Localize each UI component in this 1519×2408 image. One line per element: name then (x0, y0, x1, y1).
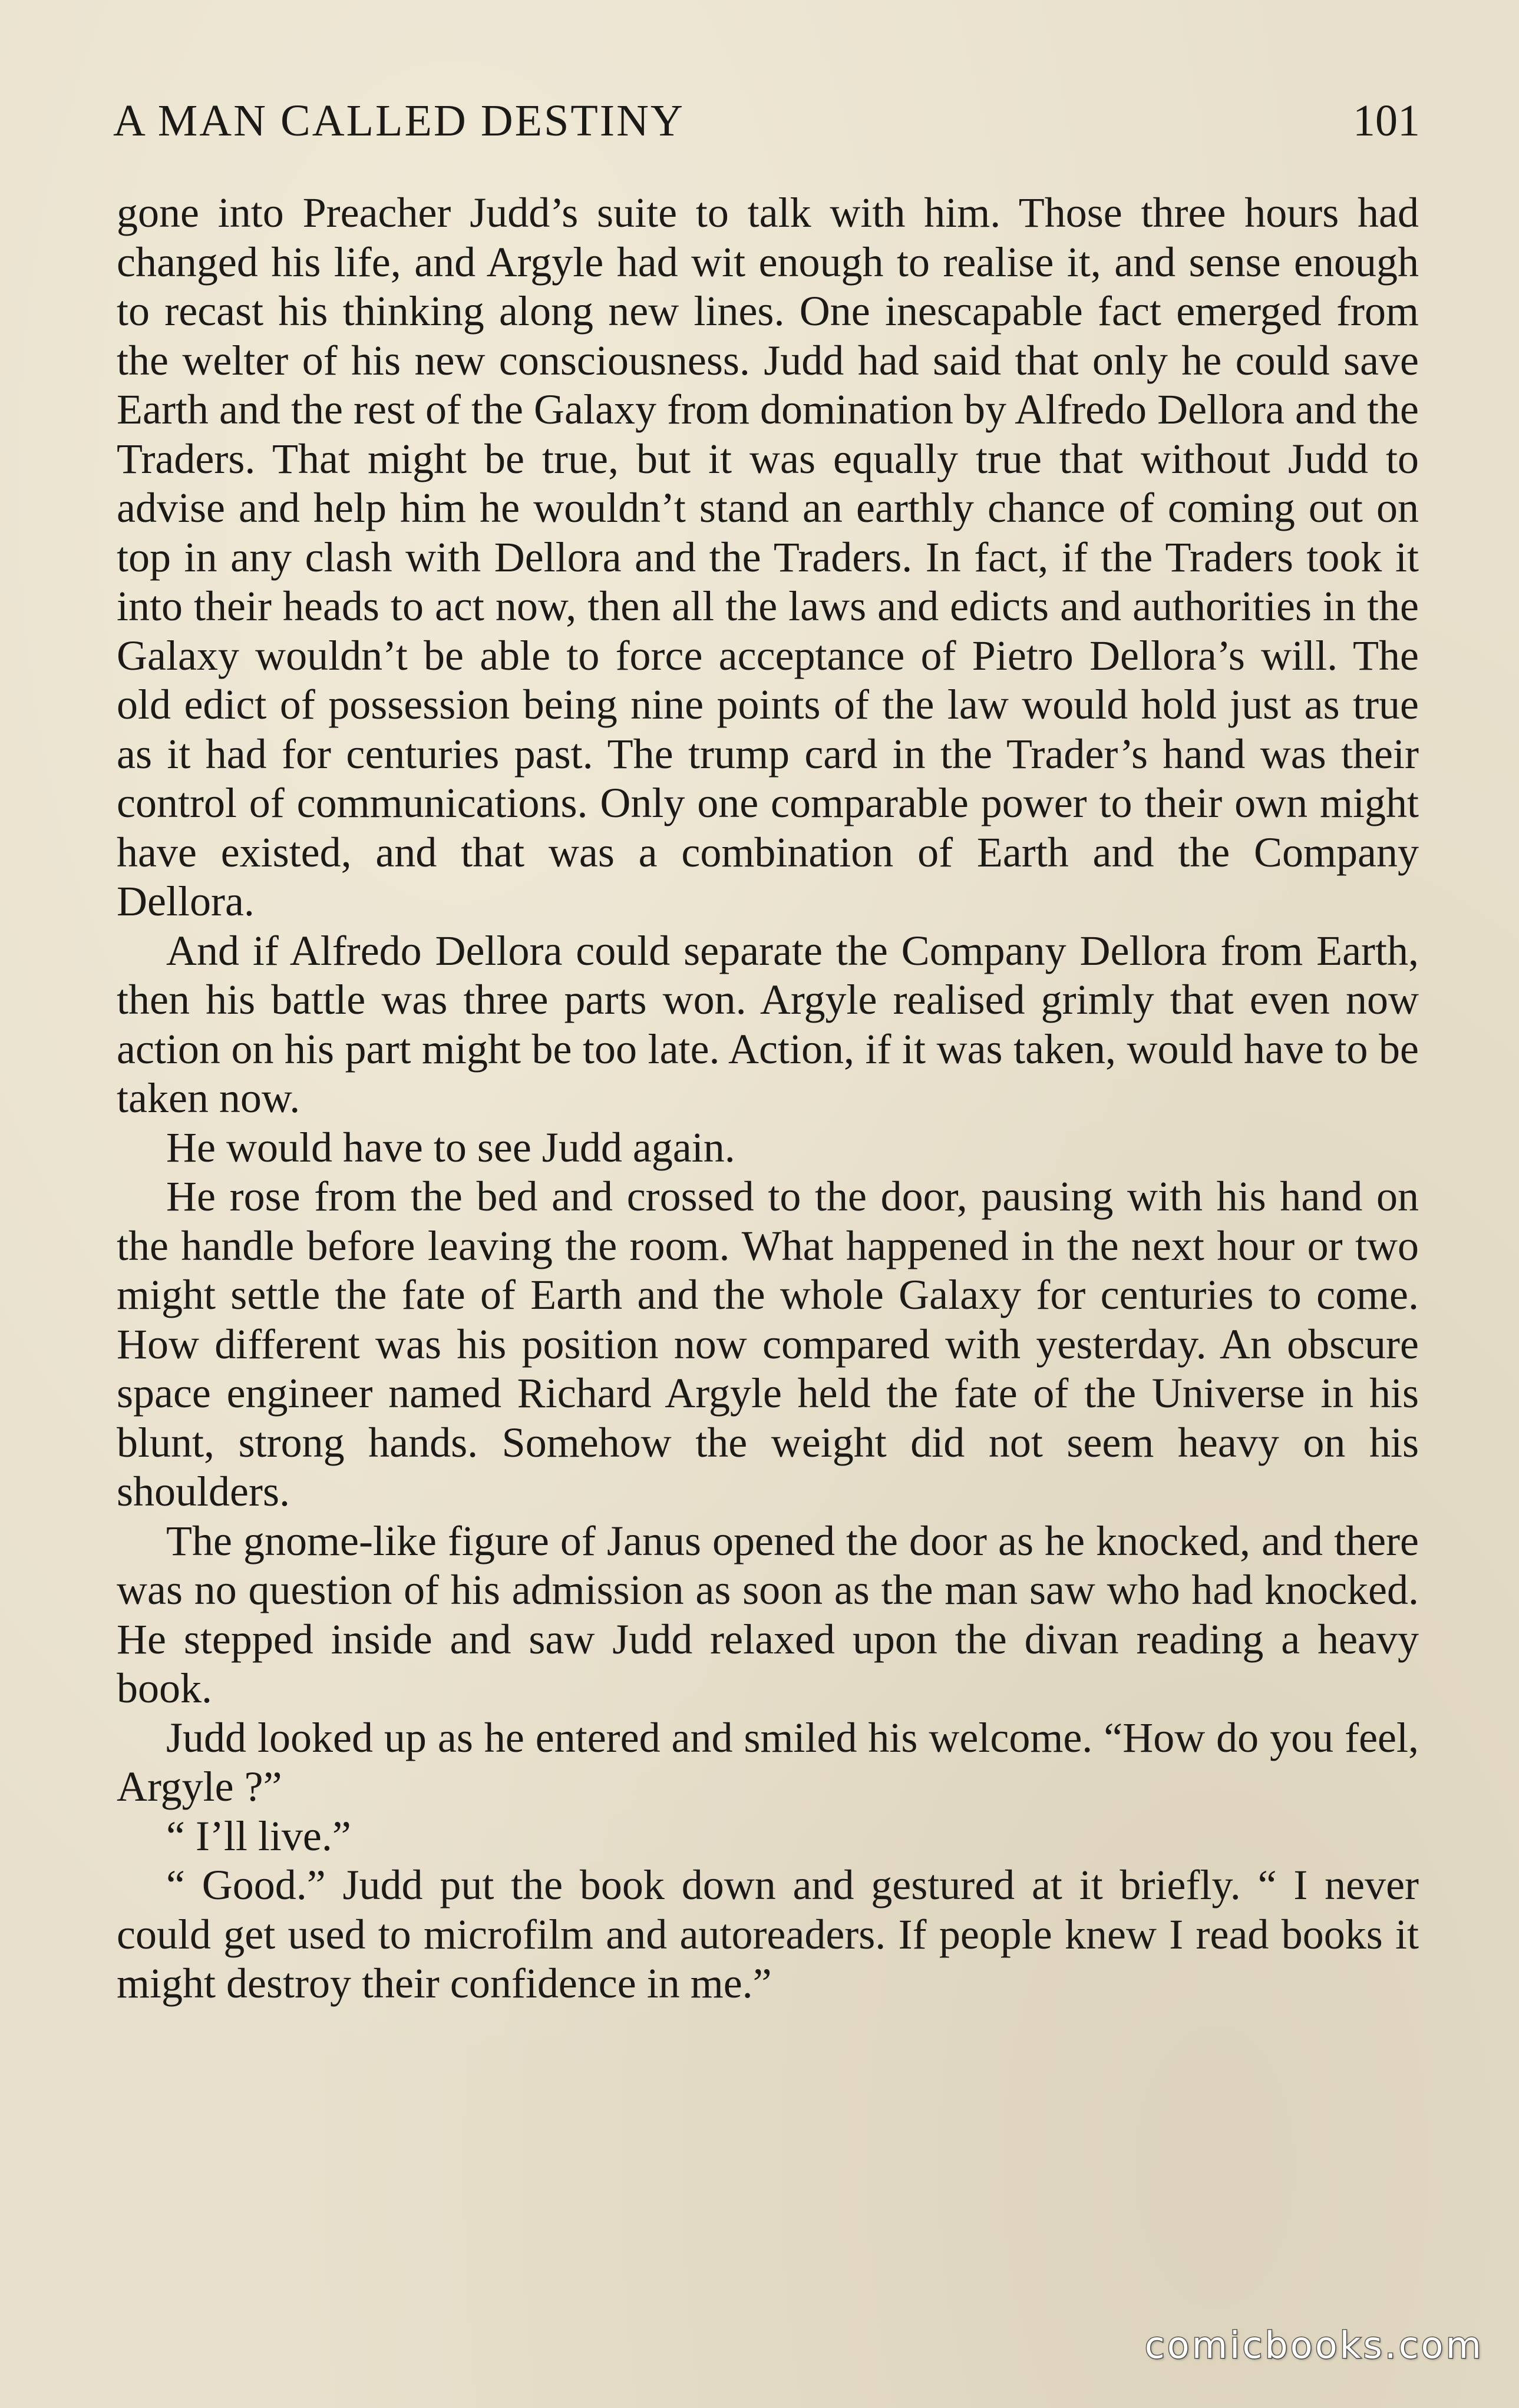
paragraph: He would have to see Judd again. (166, 1123, 735, 1171)
paragraph: “ Good.” Judd put the book down and gestured at it briefly. “ I never could get used to microfilm and autoreaders. If people knew I read books it might destroy their confidence in me.” (117, 1861, 1419, 2007)
paragraph: gone into Preacher Judd’s suite to talk with him. Those three hours had changed his life, and Argyle had wit enough to realise it, and sense enough to recast his thinking along new lines. One inescapable fact emerged from the welter of his new consciousness. Judd had said that only he could save Earth and the rest of the Galaxy from domination by Alfredo Dellora and the Traders. That might be true, but it was equally true that without Judd to advise and help him he wouldn’t stand an earthly chance of coming out on top in any clash with Dellora and the Traders. In fact, if the Traders took it into their heads to act now, then all the laws and edicts and authorities in the Galaxy wouldn’t be able to force acceptance of Pietro Dellora’s will. The old edict of possession being nine points of the law would hold just as true as it had for centuries past. The trump card in the Trader’s hand was their control of communications. Only one comparable power to their own might have existed, and that was a combination of Earth and the Company Dellora. (117, 189, 1419, 925)
paragraph: He rose from the bed and crossed to the door, pausing with his hand on the handle before leaving the room. What happened in the next hour or two might settle the fate of Earth and the whole Galaxy for centuries to come. How different was his position now compared with yesterday. An obscure space engineer named Richard Argyle held the fate of the Universe in his blunt, strong hands. Somehow the weight did not seem heavy on his shoulders. (117, 1173, 1419, 1515)
watermark: comicbooks.com (1144, 2324, 1484, 2367)
paragraph: The gnome-like figure of Janus opened the door as he knocked, and there was no question of his admission as soon as the man saw who had knocked. He stepped inside and saw Judd relaxed upon the divan reading a heavy book. (117, 1517, 1419, 1712)
paragraph: And if Alfredo Dellora could separate the Company Dellora from Earth, then his battle was three parts won. Argyle realised grimly that even now action on his part might be too late. Action, if it was taken, would have to be taken now. (117, 927, 1419, 1122)
body-text (117, 188, 1419, 2009)
running-head (113, 88, 1420, 153)
page-number: 101 (1353, 96, 1420, 145)
book-title: A MAN CALLED DESTINY (113, 96, 685, 145)
paragraph: “ I’ll live.” (166, 1812, 351, 1860)
paragraph: Judd looked up as he entered and smiled his welcome. “How do you feel, Argyle ?” (117, 1714, 1419, 1810)
